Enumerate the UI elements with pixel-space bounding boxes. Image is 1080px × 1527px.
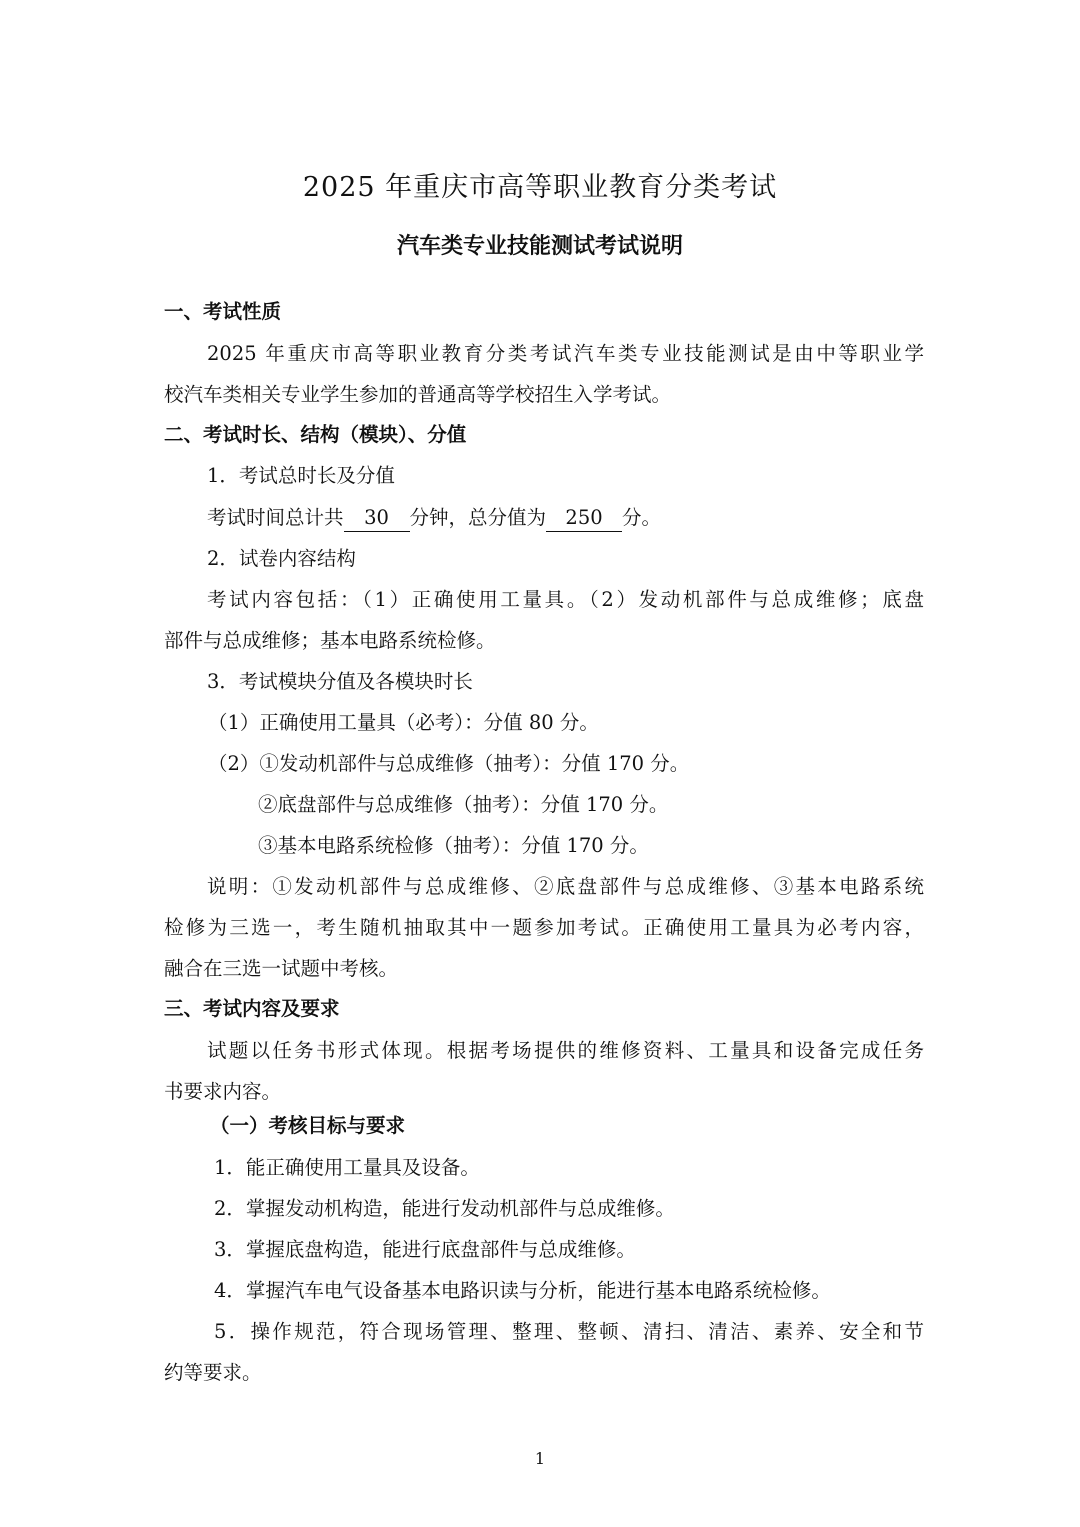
nature-paragraph-line-2: 校汽车类相关专业学生参加的普通高等学校招生入学考试。 <box>164 383 672 406</box>
time-score-line <box>207 502 967 534</box>
sub-heading-goals: （一）考核目标与要求 <box>210 1114 406 1137</box>
goal-2: 2．掌握发动机构造，能进行发动机部件与总成维修。 <box>214 1197 675 1220</box>
goal-4: 4．掌握汽车电气设备基本电路识读与分析，能进行基本电路系统检修。 <box>214 1279 831 1302</box>
module-2a: （2）①发动机部件与总成维修（抽考）：分值 170 分。 <box>208 752 690 775</box>
content-paragraph-line-2: 书要求内容。 <box>164 1080 282 1103</box>
document-title: 2025 年重庆市高等职业教育分类考试 <box>302 172 778 203</box>
note-line-1: 说明：①发动机部件与总成维修、②底盘部件与总成维修、③基本电路系统 <box>207 875 924 898</box>
document-subtitle: 汽车类专业技能测试考试说明 <box>396 234 683 259</box>
section-heading-structure: 二、考试时长、结构（模块）、分值 <box>164 423 467 446</box>
time-mid: 分钟，总分值为 <box>409 506 547 529</box>
item-2-title: 2．试卷内容结构 <box>207 547 356 570</box>
note-line-2: 检修为三选一，考生随机抽取其中一题参加考试。正确使用工量具为必考内容， <box>164 916 924 939</box>
score-suffix: 分。 <box>622 506 662 529</box>
section-heading-content: 三、考试内容及要求 <box>164 997 340 1020</box>
module-1: （1）正确使用工量具（必考）：分值 80 分。 <box>208 711 599 734</box>
note-line-3: 融合在三选一试题中考核。 <box>164 957 399 980</box>
item-1-title: 1．考试总时长及分值 <box>207 464 395 487</box>
section-heading-nature: 一、考试性质 <box>164 300 282 323</box>
module-2b: ②底盘部件与总成维修（抽考）：分值 170 分。 <box>258 793 669 816</box>
content-paragraph-line-1: 试题以任务书形式体现。根据考场提供的维修资料、工量具和设备完成任务 <box>207 1039 924 1062</box>
goal-5-line-1: 5．操作规范，符合现场管理、整理、整顿、清扫、清洁、素养、安全和节 <box>214 1320 924 1343</box>
time-prefix: 考试时间总计共 <box>207 506 344 529</box>
content-line-2: 部件与总成维修；基本电路系统检修。 <box>164 629 496 652</box>
nature-paragraph-line-1: 2025 年重庆市高等职业教育分类考试汽车类专业技能测试是由中等职业学 <box>207 342 924 365</box>
goal-5-line-2: 约等要求。 <box>164 1361 262 1384</box>
score-value: 250 <box>546 505 622 532</box>
goal-3: 3．掌握底盘构造，能进行底盘部件与总成维修。 <box>214 1238 636 1261</box>
module-2c: ③基本电路系统检修（抽考）：分值 170 分。 <box>258 834 649 857</box>
time-value: 30 <box>344 505 410 532</box>
item-3-title: 3．考试模块分值及各模块时长 <box>207 670 473 693</box>
goal-1: 1．能正确使用工量具及设备。 <box>214 1156 480 1179</box>
content-line-1: 考试内容包括：（1）正确使用工量具。（2）发动机部件与总成维修；底盘 <box>207 588 924 611</box>
page-number: 1 <box>534 1449 546 1468</box>
